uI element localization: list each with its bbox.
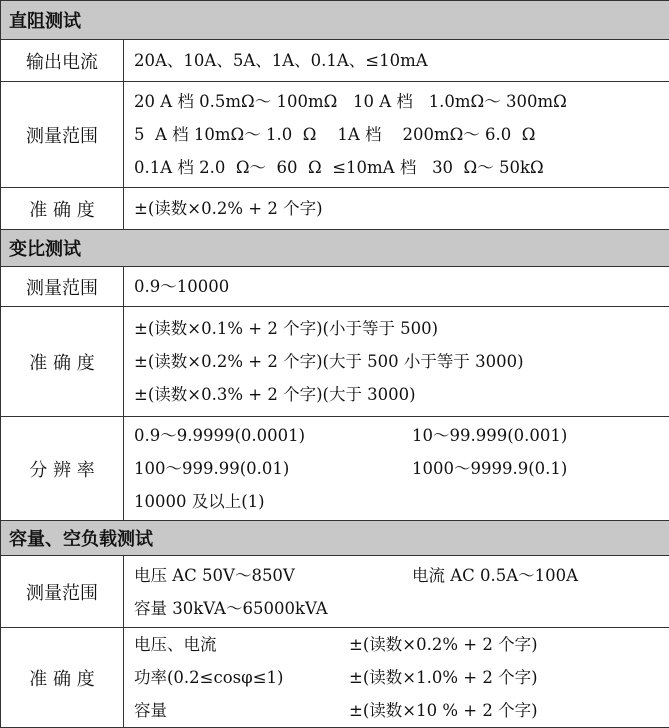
capacity-range-row-2 — [134, 592, 669, 625]
dc-accuracy-text: ±(读数×0.2% + 2 个字) — [134, 192, 669, 225]
resolution-cell: 0.9～9.9999(0.0001) — [134, 419, 412, 452]
resolution-cell: 100～999.99(0.01) — [134, 452, 412, 485]
label-ratio-range: 测量范围 — [1, 267, 124, 307]
section-header-capacity — [1, 521, 669, 556]
value-output-current — [124, 40, 669, 82]
ratio-accuracy-line-2: ±(读数×0.2% + 2 个字)(大于 500 小于等于 3000) — [134, 345, 669, 378]
label-ratio-accuracy: 准 确 度 — [1, 307, 124, 417]
value-ratio-accuracy — [124, 307, 669, 417]
label-dc-accuracy: 准 确 度 — [1, 188, 124, 230]
resolution-row-3 — [134, 485, 669, 518]
voltage-range: 电压 AC 50V～850V — [134, 559, 412, 592]
section-title-dc: 直阻测试 — [1, 1, 669, 40]
row-ratio-range — [1, 267, 669, 307]
row-capacity-accuracy — [1, 628, 669, 728]
capacity-accuracy-row-1 — [134, 628, 669, 661]
capacity-range: 容量 30kVA～65000kVA — [134, 599, 328, 618]
measure-accuracy: ±(读数×10 % + 2 个字) — [349, 694, 538, 727]
value-ratio-range — [124, 267, 669, 307]
label-capacity-range: 测量范围 — [1, 556, 124, 628]
output-current-text: 20A、10A、5A、1A、0.1A、≤10mA — [134, 41, 669, 81]
section-header-ratio — [1, 230, 669, 267]
ratio-accuracy-line-1: ±(读数×0.1% + 2 个字)(小于等于 500) — [134, 312, 669, 345]
row-ratio-accuracy — [1, 307, 669, 417]
section-title-capacity: 容量、空负载测试 — [1, 521, 669, 556]
label-output-current: 输出电流 — [1, 40, 124, 82]
measure-item: 容量 — [134, 694, 349, 727]
value-dc-range — [124, 82, 669, 188]
resolution-cell: 10000 及以上(1) — [134, 485, 412, 518]
row-capacity-range — [1, 556, 669, 628]
current-range: 电流 AC 0.5A～100A — [412, 559, 578, 592]
row-dc-range — [1, 82, 669, 188]
resolution-cell: 1000～9999.9(0.1) — [412, 452, 567, 485]
label-capacity-accuracy: 准 确 度 — [1, 628, 124, 728]
capacity-accuracy-row-2 — [134, 661, 669, 694]
measure-accuracy: ±(读数×1.0% + 2 个字) — [349, 661, 538, 694]
ratio-accuracy-line-3: ±(读数×0.3% + 2 个字)(大于 3000) — [134, 378, 669, 411]
resolution-row-1 — [134, 419, 669, 452]
row-ratio-resolution — [1, 417, 669, 521]
value-capacity-range — [124, 556, 669, 628]
capacity-accuracy-row-3 — [134, 694, 669, 727]
measure-item: 电压、电流 — [134, 628, 349, 661]
ratio-range-text: 0.9～10000 — [134, 270, 669, 303]
dc-range-line-2: 5 A 档 10mΩ～ 1.0 Ω 1A 档 200mΩ～ 6.0 Ω — [134, 118, 669, 151]
measure-accuracy: ±(读数×0.2% + 2 个字) — [349, 628, 538, 661]
section-title-ratio: 变比测试 — [1, 230, 669, 267]
value-capacity-accuracy — [124, 628, 669, 728]
row-dc-accuracy — [1, 188, 669, 230]
capacity-range-row-1 — [134, 559, 669, 592]
value-ratio-resolution — [124, 417, 669, 521]
value-dc-accuracy — [124, 188, 669, 230]
resolution-cell: 10～99.999(0.001) — [412, 419, 567, 452]
dc-range-line-1: 20 A 档 0.5mΩ～ 100mΩ 10 A 档 1.0mΩ～ 300mΩ — [134, 85, 669, 118]
label-ratio-resolution: 分 辨 率 — [1, 417, 124, 521]
measure-item: 功率(0.2≤cosφ≤1) — [134, 661, 349, 694]
label-dc-range: 测量范围 — [1, 82, 124, 188]
dc-range-line-3: 0.1A 档 2.0 Ω～ 60 Ω ≤10mA 档 30 Ω～ 50kΩ — [134, 151, 669, 184]
resolution-row-2 — [134, 452, 669, 485]
section-header-dc — [1, 1, 669, 40]
row-dc-output — [1, 40, 669, 82]
